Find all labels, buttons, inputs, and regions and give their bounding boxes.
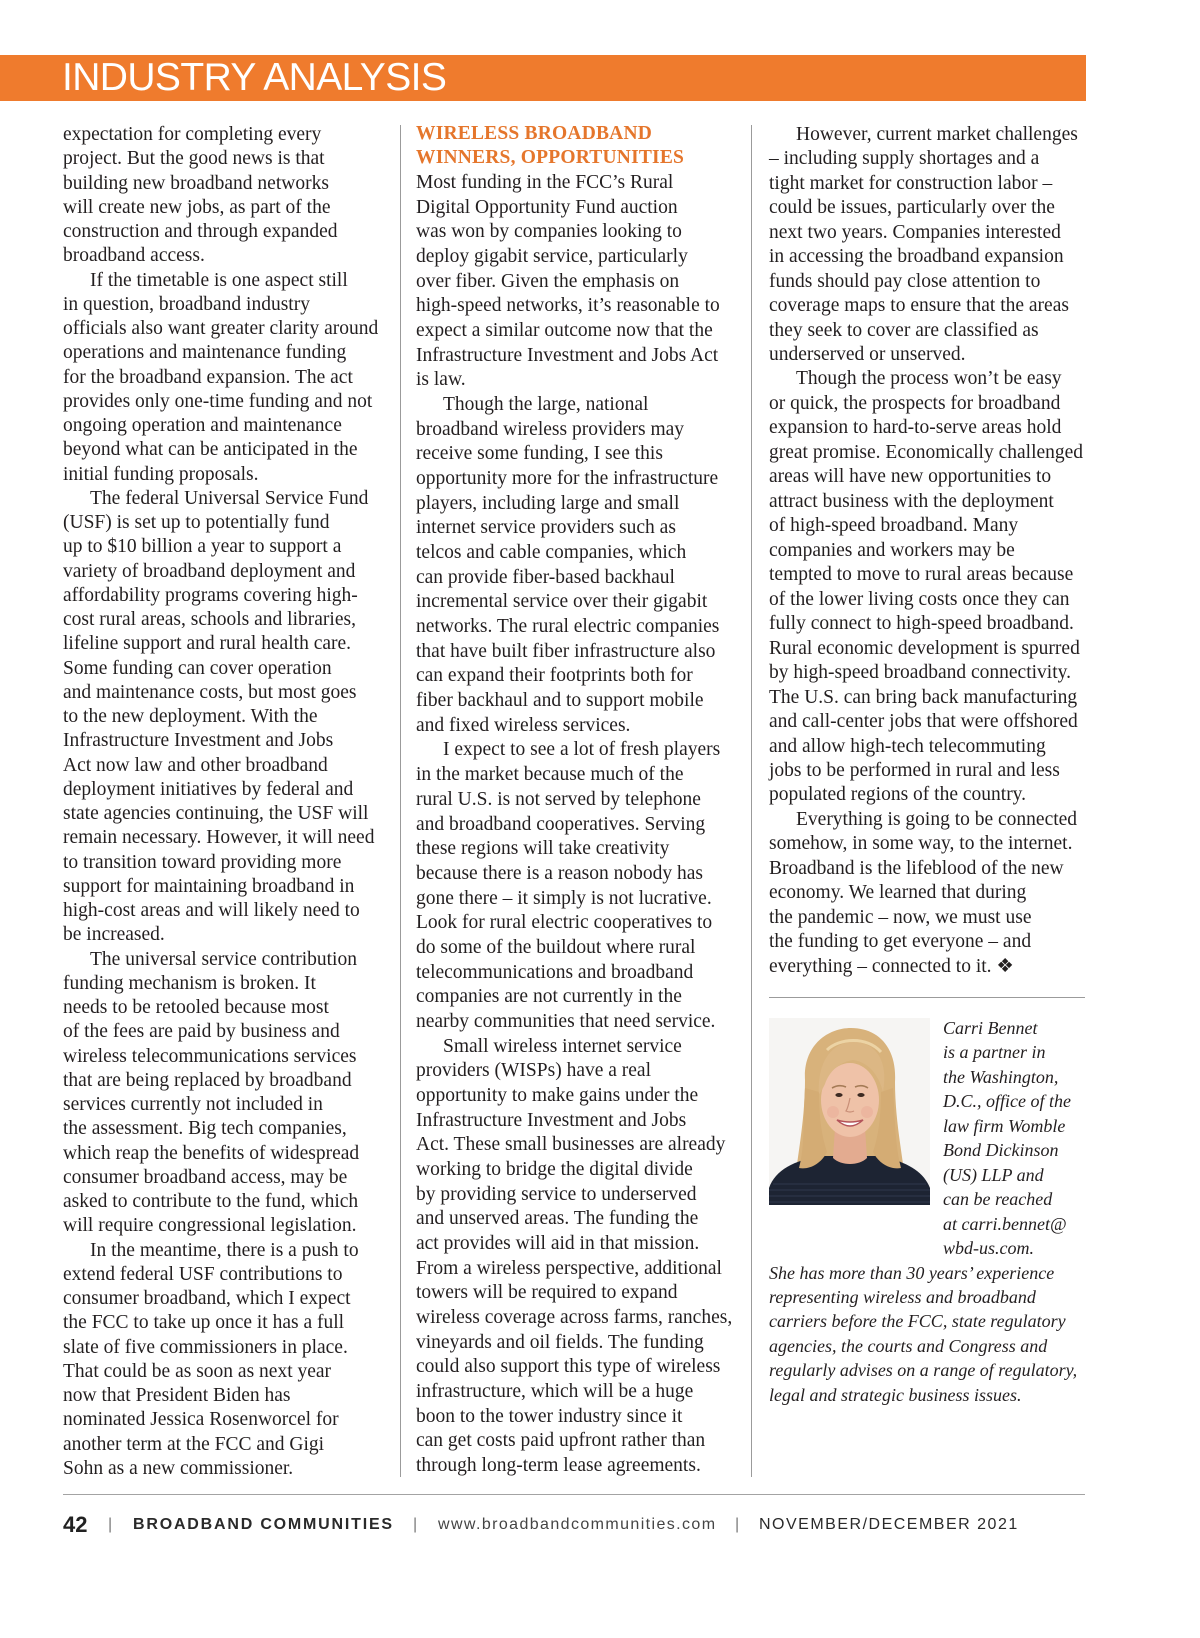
photo-eye-right	[857, 1093, 864, 1097]
column-divider	[400, 125, 401, 1477]
bio-line: She has more than 30 years’ experience	[769, 1262, 1055, 1283]
text-line: support for maintaining broadband in	[63, 875, 355, 897]
text-line: and maintenance costs, but most goes	[63, 681, 357, 703]
subhead-line: WIRELESS BROADBAND	[416, 122, 653, 144]
text-line: companies are not currently in the	[416, 986, 682, 1008]
text-line: initial funding proposals.	[63, 463, 259, 485]
text-line: Digital Opportunity Fund auction	[416, 196, 678, 218]
text-line: underserved or unserved.	[769, 344, 966, 366]
text-line: is law.	[416, 369, 466, 391]
text-line: broadband access.	[63, 245, 205, 267]
text-line: be increased.	[63, 924, 165, 946]
text-line: officials also want greater clarity around	[63, 318, 379, 339]
text-line: to the new deployment. With the	[63, 706, 318, 727]
text-line: extend federal USF contributions to	[63, 1263, 343, 1285]
text-line: high-speed networks, it’s reasonable to	[416, 295, 720, 317]
text-line: beyond what can be anticipated in the	[63, 439, 358, 461]
text-line: Infrastructure Investment and Jobs Act	[416, 344, 719, 366]
text-line: funding mechanism is broken. It	[63, 972, 316, 994]
page-number: 42	[63, 1512, 88, 1537]
text-line: economy. We learned that during	[769, 882, 1027, 904]
paragraph	[63, 487, 393, 948]
text-line: The federal Universal Service Fund	[90, 487, 369, 509]
paragraph	[416, 1035, 746, 1479]
text-line: high-cost areas and will likely need to	[63, 900, 360, 921]
bio-line: is a partner in	[943, 1042, 1046, 1063]
paragraph	[63, 269, 393, 487]
text-line: provides only one-time funding and not	[63, 390, 373, 412]
bio-line: Carri Bennet	[943, 1017, 1038, 1038]
paragraph	[769, 808, 1085, 979]
text-line: do some of the buildout where rural	[416, 936, 696, 958]
text-line: rural U.S. is not served by telephone	[416, 788, 701, 810]
text-line: populated regions of the country.	[769, 784, 1027, 806]
text-line: towers will be required to expand	[416, 1282, 678, 1304]
paragraph	[63, 123, 393, 269]
section-title: INDUSTRY ANALYSIS	[62, 56, 447, 99]
text-line: Sohn as a new commissioner.	[63, 1457, 294, 1479]
text-line: the assessment. Big tech companies,	[63, 1118, 347, 1140]
text-line: everything – connected to it. ❖	[769, 955, 1014, 977]
bio-line: law firm Womble	[943, 1115, 1066, 1136]
text-line: that have built fiber infrastructure also	[416, 640, 716, 662]
text-line: in accessing the broadband expansion	[769, 246, 1064, 268]
paragraph	[416, 171, 746, 393]
text-line: infrastructure, which will be a huge	[416, 1380, 694, 1402]
text-line: telecommunications and broadband	[416, 961, 694, 983]
paragraph	[416, 738, 746, 1034]
bio-line: legal and strategic business issues.	[769, 1384, 1022, 1405]
bio-line: regularly advises on a range of regulatory,	[769, 1360, 1078, 1381]
text-line: to transition toward providing more	[63, 851, 342, 873]
text-line: expect a similar outcome now that the	[416, 320, 713, 342]
text-line: will require congressional legislation.	[63, 1215, 357, 1237]
column-3	[769, 123, 1085, 979]
website-link[interactable]: www.broadbandcommunities.com	[438, 1516, 717, 1533]
text-line: construction and through expanded	[63, 221, 338, 242]
text-line: providers (WISPs) have a real	[416, 1060, 651, 1082]
bio-line: Bond Dickinson	[943, 1140, 1059, 1161]
bio-line: can be reached	[943, 1189, 1053, 1210]
text-line: could be issues, particularly over the	[769, 197, 1055, 219]
text-line: needs to be retooled because most	[63, 997, 329, 1018]
text-line: great promise. Economically challenged	[769, 441, 1084, 463]
text-line: In the meantime, there is a push to	[90, 1239, 359, 1261]
footer-separator: |	[735, 1516, 740, 1533]
text-line: Act. These small businesses are already	[416, 1134, 726, 1156]
text-line: building new broadband networks	[63, 172, 329, 194]
text-line: jobs to be performed in rural and less	[769, 759, 1060, 781]
text-line: these regions will take creativity	[416, 838, 670, 860]
photo-cheek-left	[827, 1106, 839, 1118]
text-line: Act now law and other broadband	[63, 754, 328, 776]
footer-rule	[63, 1494, 1085, 1495]
paragraph	[769, 367, 1085, 807]
text-line: through long-term lease agreements.	[416, 1454, 701, 1476]
text-line: expansion to hard-to-serve areas hold	[769, 417, 1062, 439]
text-line: gone there – it simply is not lucrative.	[416, 887, 712, 909]
text-line: nearby communities that need service.	[416, 1010, 716, 1032]
subhead-line: WINNERS, OPPORTUNITIES	[416, 147, 685, 169]
text-line: nominated Jessica Rosenworcel for	[63, 1409, 339, 1431]
text-line: Broadband is the lifeblood of the new	[769, 857, 1064, 879]
bio-separator-rule	[769, 997, 1085, 998]
text-line: of the lower living costs once they can	[769, 588, 1070, 610]
bio-line: the Washington,	[943, 1066, 1059, 1087]
text-line: next two years. Companies interested	[769, 221, 1061, 243]
paragraph	[416, 393, 746, 738]
author-bio-full-text	[769, 1261, 1077, 1408]
text-line: networks. The rural electric companies	[416, 616, 720, 638]
text-line: which reap the benefits of widespread	[63, 1142, 360, 1164]
text-line: for the broadband expansion. The act	[63, 366, 353, 388]
bio-line: (US) LLP and	[943, 1164, 1044, 1185]
text-line: the FCC to take up once it has a full	[63, 1312, 345, 1334]
text-line: – including supply shortages and a	[769, 148, 1040, 170]
text-line: can expand their footprints both for	[416, 665, 693, 687]
text-line: vineyards and oil fields. The funding	[416, 1331, 704, 1353]
text-line: The U.S. can bring back manufacturing	[769, 686, 1078, 708]
paragraph	[63, 1239, 393, 1482]
text-line: That could be as soon as next year	[63, 1360, 332, 1382]
text-line: and call-center jobs that were offshored	[769, 711, 1078, 733]
photo-cheek-right	[861, 1106, 873, 1118]
text-line: coverage maps to ensure that the areas	[769, 295, 1069, 317]
text-line: can provide fiber-based backhaul	[416, 566, 675, 588]
text-line: now that President Biden has	[63, 1385, 291, 1406]
text-line: companies and workers may be	[769, 539, 1015, 561]
text-line: Most funding in the FCC’s Rural	[416, 172, 674, 194]
text-line: telcos and cable companies, which	[416, 542, 687, 564]
text-line: From a wireless perspective, additional	[416, 1257, 722, 1279]
footer-separator: |	[413, 1516, 418, 1533]
text-line: working to bridge the digital divide	[416, 1158, 693, 1180]
bio-line: representing wireless and broadband	[769, 1286, 1036, 1307]
text-line: affordability programs covering high-	[63, 584, 358, 606]
bio-line: carriers before the FCC, state regulatory	[769, 1311, 1066, 1332]
text-line: expectation for completing every	[63, 124, 322, 145]
text-line: Everything is going to be connected	[796, 808, 1078, 830]
footer-separator: |	[108, 1516, 113, 1533]
text-line: of the fees are paid by business and	[63, 1021, 340, 1043]
text-line: the funding to get everyone – and	[769, 931, 1032, 953]
text-line: variety of broadband deployment and	[63, 560, 356, 582]
bio-line: at carri.bennet@	[943, 1213, 1067, 1234]
issue-date: NOVEMBER/DECEMBER 2021	[759, 1516, 1019, 1533]
text-line: tight market for construction labor –	[769, 172, 1053, 194]
text-line: ongoing operation and maintenance	[63, 415, 342, 436]
author-bio-side-text	[943, 1016, 1071, 1261]
text-line: over fiber. Given the emphasis on	[416, 270, 680, 292]
text-line: lifeline support and rural health care.	[63, 633, 352, 655]
text-line: because there is a reason nobody has	[416, 862, 703, 884]
paragraph	[63, 948, 393, 1239]
text-line: Rural economic development is spurred	[769, 637, 1080, 659]
text-line: opportunity to make gains under the	[416, 1084, 699, 1106]
text-line: Infrastructure Investment and Jobs	[416, 1109, 687, 1131]
column-1	[63, 123, 393, 1481]
text-line: consumer broadband, which I expect	[63, 1288, 351, 1309]
text-line: funds should pay close attention to	[769, 270, 1041, 292]
text-line: Some funding can cover operation	[63, 657, 332, 679]
column-2	[416, 122, 746, 1479]
text-line: was won by companies looking to	[416, 221, 682, 243]
text-line: services currently not included in	[63, 1094, 323, 1115]
text-line: in question, broadband industry	[63, 293, 310, 315]
text-line: Infrastructure Investment and Jobs	[63, 730, 334, 752]
text-line: somehow, in some way, to the internet.	[769, 833, 1073, 855]
text-line: wireless telecommunications services	[63, 1045, 357, 1067]
text-line: remain necessary. However, it will need	[63, 827, 375, 849]
text-line: cost rural areas, schools and libraries,	[63, 609, 356, 630]
text-line: If the timetable is one aspect still	[90, 269, 348, 291]
text-line: opportunity more for the infrastructure	[416, 468, 719, 490]
text-line: and fixed wireless services.	[416, 714, 631, 736]
text-line: and allow high-tech telecommuting	[769, 735, 1046, 757]
text-line: The universal service contribution	[90, 948, 357, 970]
text-line: can get costs paid upfront rather than	[416, 1430, 706, 1452]
text-line: incremental service over their gigabit	[416, 591, 708, 613]
text-line: deployment initiatives by federal and	[63, 778, 354, 800]
text-line: operations and maintenance funding	[63, 342, 347, 364]
text-line: project. But the good news is that	[63, 148, 325, 170]
text-line: broadband wireless providers may	[416, 418, 685, 440]
text-line: fiber backhaul and to support mobile	[416, 690, 704, 712]
text-line: areas will have new opportunities to	[769, 466, 1052, 488]
author-photo	[769, 1018, 930, 1205]
bio-line: wbd-us.com.	[943, 1238, 1034, 1259]
text-line: asked to contribute to the fund, which	[63, 1191, 359, 1212]
text-line: boon to the tower industry since it	[416, 1405, 683, 1427]
section-header-bar	[0, 55, 1086, 101]
text-line: However, current market challenges	[796, 123, 1078, 145]
text-line: players, including large and small	[416, 492, 680, 514]
text-line: receive some funding, I see this	[416, 443, 663, 465]
bio-line: D.C., office of the	[943, 1091, 1071, 1112]
text-line: act provides will aid in that mission.	[416, 1232, 700, 1254]
text-line: and unserved areas. The funding the	[416, 1208, 699, 1230]
paragraph	[769, 123, 1085, 368]
text-line: that are being replaced by broadband	[63, 1069, 352, 1091]
text-line: by high-speed broadband connectivity.	[769, 662, 1071, 684]
bio-line: agencies, the courts and Congress and	[769, 1335, 1048, 1356]
text-line: or quick, the prospects for broadband	[769, 392, 1061, 414]
text-line: Though the process won’t be easy	[796, 368, 1062, 390]
text-line: I expect to see a lot of fresh players	[443, 739, 721, 761]
text-line: consumer broadband access, may be	[63, 1166, 348, 1188]
magazine-name: BROADBAND COMMUNITIES	[133, 1516, 394, 1533]
text-line: fully connect to high-speed broadband.	[769, 613, 1074, 635]
text-line: will create new jobs, as part of the	[63, 196, 331, 218]
text-line: by providing service to underserved	[416, 1183, 697, 1205]
text-line: internet service providers such as	[416, 517, 676, 539]
text-line: they seek to cover are classified as	[769, 319, 1039, 341]
text-line: state agencies continuing, the USF will	[63, 803, 369, 824]
text-line: and broadband cooperatives. Serving	[416, 813, 706, 835]
text-line: (USF) is set up to potentially fund	[63, 512, 330, 533]
subhead	[416, 122, 746, 171]
text-line: Though the large, national	[443, 394, 649, 416]
text-line: wireless coverage across farms, ranches,	[416, 1306, 733, 1328]
text-line: deploy gigabit service, particularly	[416, 246, 688, 268]
text-line: up to $10 billion a year to support a	[63, 536, 342, 558]
text-line: the pandemic – now, we must use	[769, 906, 1032, 928]
text-line: slate of five commissioners in place.	[63, 1336, 348, 1358]
text-line: tempted to move to rural areas because	[769, 564, 1074, 586]
photo-eye-left	[835, 1093, 842, 1097]
text-line: Small wireless internet service	[443, 1035, 682, 1057]
column-divider	[751, 125, 752, 1477]
text-line: Look for rural electric cooperatives to	[416, 912, 713, 934]
text-line: in the market because much of the	[416, 764, 684, 786]
text-line: of high-speed broadband. Many	[769, 515, 1019, 537]
text-line: another term at the FCC and Gigi	[63, 1433, 325, 1455]
text-line: attract business with the deployment	[769, 490, 1054, 512]
text-line: could also support this type of wireless	[416, 1356, 721, 1378]
